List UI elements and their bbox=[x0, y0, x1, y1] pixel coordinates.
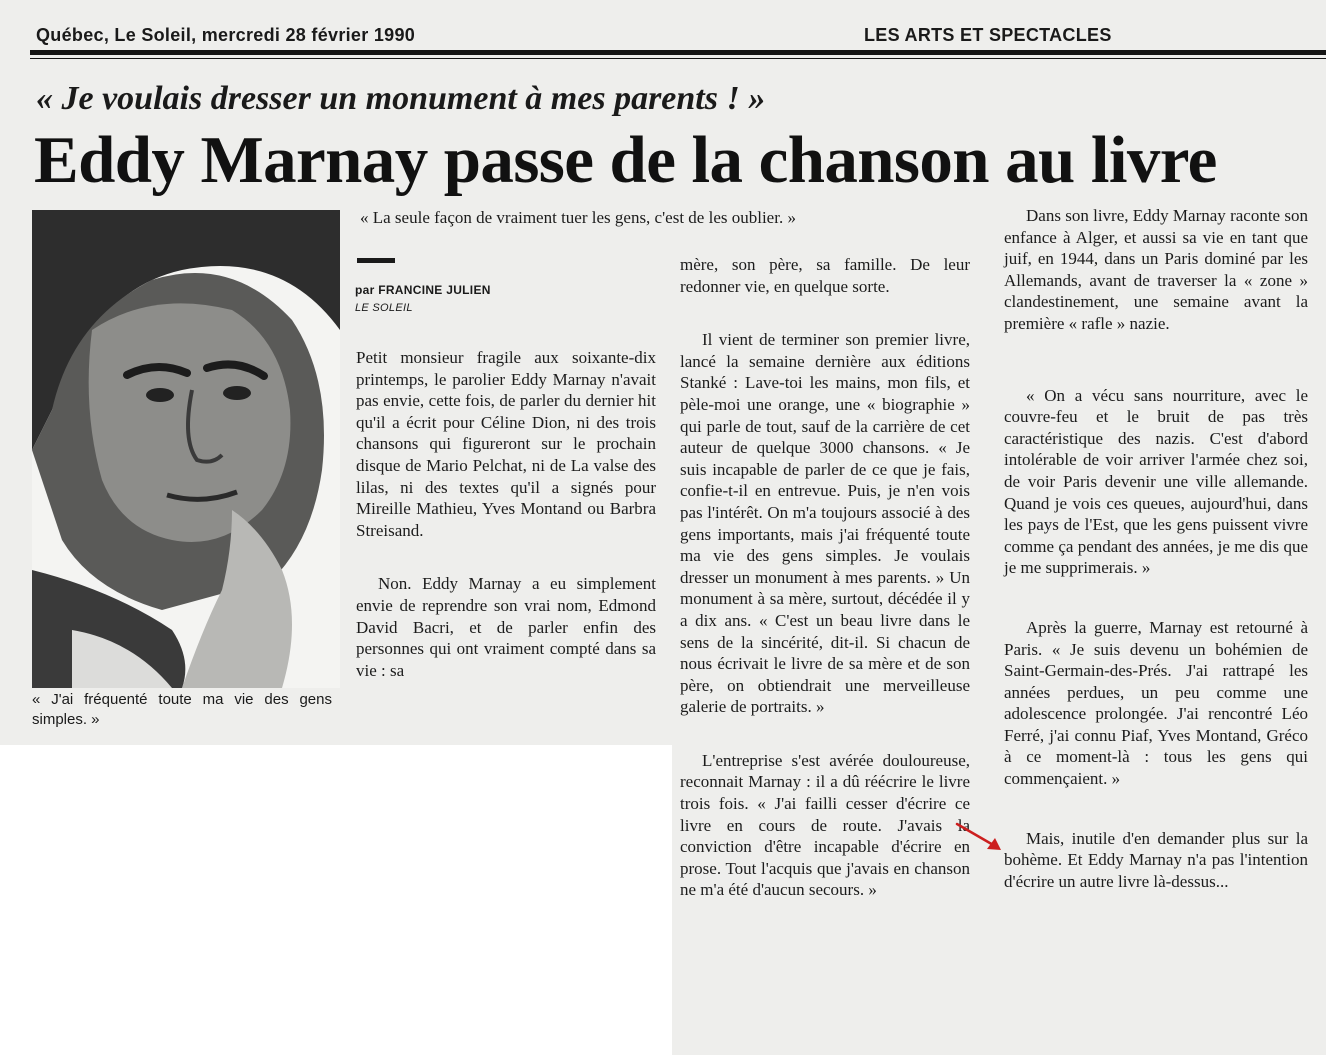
paragraph: L'entreprise s'est avérée douloureuse, reconnait Marnay : il a dû réécrire le livre trois fois. « J'ai failli cesser d'écrire ce livre en cours de route. J'avais la conviction d'être incapable d'écrire en prose. Tout l'acquis que j'avais en chanson ne m'a été d'aucun secours. » bbox=[680, 750, 970, 900]
byline-paper: LE SOLEIL bbox=[355, 302, 413, 314]
paragraph: Après la guerre, Marnay est retourné à Paris. « Je suis devenu un bohémien de Saint-Germain-des-Prés. J'ai rattrapé les années perdues, un peu comme une adolescence prolongée. J'ai rencontré Léo Ferré, j'ai connu Piaf, Yves Montand, Gréco à ce moment-là : tous les gens qui commençaient. » bbox=[1004, 617, 1308, 789]
headline: Eddy Marnay passe de la chanson au livre bbox=[34, 123, 1217, 197]
paragraph: « On a vécu sans nourriture, avec le couvre-feu et le bruit de pas très caractéristique des nazis. C'est d'abord intolérable de voir arriver l'armée chez soi, de voir Paris devenir une ville allemande. Quand je vois ces queues, aujourd'hui, dans les pays de l'Est, que les gens puissent vivre comme ça pendant des années, je me dis que je me supprimerais. » bbox=[1004, 385, 1308, 578]
paragraph: mère, son père, sa famille. De leur redonner vie, en quelque sorte. bbox=[680, 255, 970, 296]
column-3 bbox=[1004, 205, 1308, 892]
byline-rule bbox=[357, 258, 395, 263]
column-1 bbox=[356, 347, 656, 681]
pull-quote: « La seule façon de vraiment tuer les gens, c'est de les oublier. » bbox=[360, 208, 796, 227]
header-rule-thin bbox=[30, 58, 1326, 59]
column-2 bbox=[680, 254, 970, 901]
portrait-photo bbox=[32, 210, 340, 688]
paragraph: Non. Eddy Marnay a eu simplement envie de reprendre son vrai nom, Edmond David Bacri, et de parler enfin des personnes qui ont vraiment compté dans sa vie : sa bbox=[356, 574, 656, 680]
paragraph: Il vient de terminer son premier livre, lancé la semaine dernière aux éditions Stanké : Lave-toi les mains, mon fils, et pèle-moi une orange, une « biographie » qui parle de tout, sauf de la carrière de cet auteur de quelque 3000 chansons. « Je suis incapable de parler de ce que je fais, confie-t-il en entrevue. Puis, je n'en vois pas l'intérêt. On m'a toujours associé à des gens importants, mais j'ai fréquenté toute ma vie des gens simples. Je voulais dresser un monument à mes parents. » Un monument à sa mère, surtout, décédée il y a dix ans. « C'est un beau livre dans le sens de la sincérité, dit-il. Si chacun de nous écrivait le livre de sa mère et de son père, on obtiendrait une merveilleuse galerie de portraits. » bbox=[680, 330, 970, 717]
paragraph: Petit monsieur fragile aux soixante-dix printemps, le parolier Eddy Marnay n'avait pas envie, cette fois, de parler du dernier hit qu'il a écrit pour Céline Dion, ni des trois chansons qui figureront sur le prochain disque de Mario Pelchat, ni de La valse des lilas, ni des textes qu'il a signés pour Mireille Mathieu, Yves Montand ou Barbra Streisand. bbox=[356, 348, 656, 540]
byline: par FRANCINE JULIEN bbox=[355, 283, 491, 297]
photo-caption: « J'ai fréquenté toute ma vie des gens simples. » bbox=[32, 691, 332, 728]
paragraph: Mais, inutile d'en demander plus sur la bohème. Et Eddy Marnay n'a pas l'intention d'écrire un autre livre là-dessus... bbox=[1004, 828, 1308, 891]
annotation-arrow-icon bbox=[955, 822, 1007, 856]
dateline: Québec, Le Soleil, mercredi 28 février 1990 bbox=[36, 25, 416, 45]
kicker-quote: « Je voulais dresser un monument à mes parents ! » bbox=[36, 80, 766, 117]
header-rule bbox=[30, 50, 1326, 55]
paragraph: Dans son livre, Eddy Marnay raconte son enfance à Alger, et aussi sa vie en tant que juif, en 1944, dans un Paris dominé par les Allemands, avant de traverser la « zone » clandestinement, une semaine avant la première « rafle » nazie. bbox=[1004, 206, 1308, 333]
section-title: LES ARTS ET SPECTACLES bbox=[864, 25, 1112, 45]
portrait-image bbox=[32, 210, 340, 688]
